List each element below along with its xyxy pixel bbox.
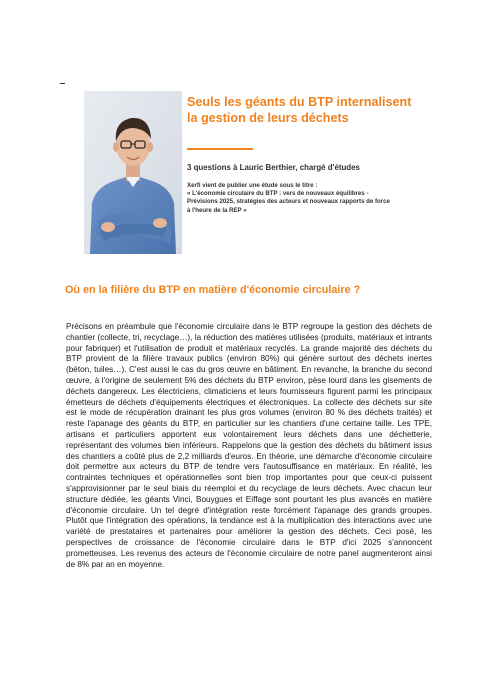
intro-line: Prévisions 2025, stratégies des acteurs et nouveaux rapports de force	[187, 198, 390, 206]
study-intro	[187, 182, 451, 215]
answer-paragraph: Précisons en préambule que l'économie circulaire dans le BTP regroupe la gestion des déchets de chantier (collecte, tri, recyclage…), la réduction des matières utilisées (produits, matériaux et intrants pour fabriquer) et l'utilisation de produit et matériaux recyclés. La grande majorité des déchets du BTP provient de la filière travaux publics (environ 80%) qui génère surtout des déchets inertes (béton, tuiles…). C'est aussi le cas du gros œuvre en bâtiment. En revanche, la branche du second œuvre, à l'origine de seulement 5% des déchets du BTP environ, pèse lourd dans les gisements de déchets dangereux. Les électriciens, climaticiens et leurs fournisseurs figurent parmi les principaux émetteurs de déchets d'équipements électriques et électroniques. La collecte des déchets sur site est le mode de récupération drainant les plus gros volumes (environ 80 % des déchets traités) et reste l'apanage des géants du BTP, en particulier sur les chantiers d'une certaine taille. Les TPE, artisans et particuliers apportent eux volontairement leurs déchets dans une déchetterie, représentant des volumes bien inférieurs. Rappelons que la gestion des déchets du bâtiment issus des chantiers a coûté plus de 2,2 milliards d'euros. En théorie, une démarche d'économie circulaire doit permettre aux acteurs du BTP de tendre vers l'autosuffisance en matériaux. En réalité, les contraintes techniques et opérationnelles sont bien trop importantes pour que ceux-ci puissent s'approvisionner par le seul biais du réemploi et du recyclage de leurs déchets. Avec chacun leur structure dédiée, les géants Vinci, Bouygues et Eiffage sont pourtant les plus avancés en matière d'économie circulaire. Un tel degré d'intégration reste forcément l'apanage des grands groupes. Plutôt que l'intégration des opérations, la tendance est à la multiplication des interactions avec une variété de prestataires et partenaires pour améliorer la gestion des déchets. Ceci posé, les perspectives de croissance de l'économie circulaire dans le BTP d'ici 2025 s'annoncent prometteuses. Les revenus des acteurs de l'économie circulaire de notre panel augmenteront ainsi de 8% par an en moyenne.	[66, 322, 432, 569]
intro-line: « L'économie circulaire du BTP : vers de nouveaux équilibres -	[187, 190, 369, 198]
question-heading: Où en la filière du BTP en matière d'économie circulaire ?	[65, 284, 361, 296]
article-title: Seuls les géants du BTP internalisent la gestion de leurs déchets	[187, 95, 412, 125]
interview-subtitle: 3 questions à Lauric Berthier, chargé d'études	[187, 163, 360, 172]
title-underline	[187, 148, 253, 150]
page-mark	[60, 83, 65, 84]
portrait-photo	[84, 91, 182, 254]
intro-line: Xerfi vient de publier une étude sous le titre :	[187, 182, 318, 189]
intro-line: à l'heure de la REP »	[187, 206, 247, 214]
